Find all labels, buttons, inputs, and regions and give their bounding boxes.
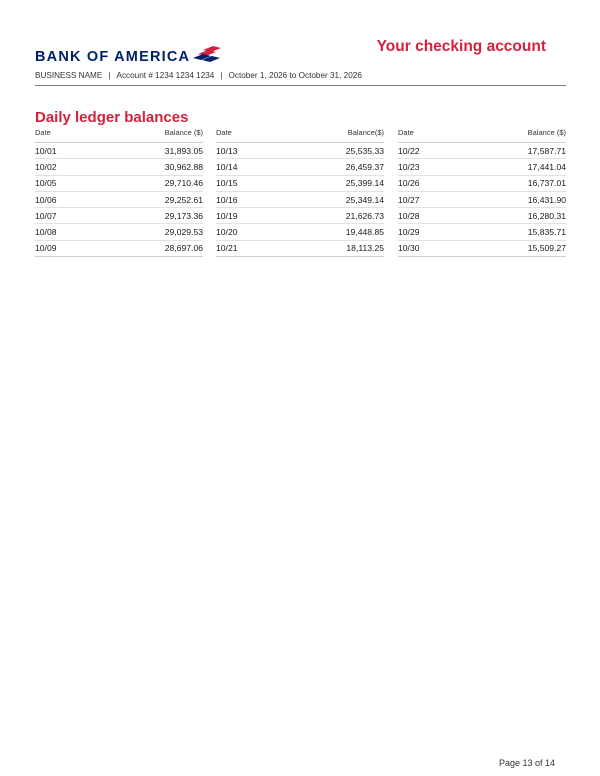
statement-period: October 1, 2026 to October 31, 2026 xyxy=(228,71,362,80)
table-row xyxy=(398,176,566,192)
balance-cell: 25,535.33 xyxy=(345,145,384,156)
date-cell: 10/06 xyxy=(35,194,57,205)
balance-table xyxy=(398,127,566,257)
table-row xyxy=(35,143,203,159)
document-title: Your checking account xyxy=(376,38,546,55)
balance-cell: 16,431.90 xyxy=(527,194,566,205)
table-row xyxy=(35,224,203,240)
table-row xyxy=(398,241,566,257)
balance-cell: 15,835.71 xyxy=(527,227,566,238)
table-row xyxy=(216,224,384,240)
date-cell: 10/26 xyxy=(398,178,420,189)
date-column-header: Date xyxy=(216,128,232,137)
balance-cell: 31,893.05 xyxy=(164,145,203,156)
date-cell: 10/05 xyxy=(35,178,57,189)
balance-cell: 29,252.61 xyxy=(164,194,203,205)
separator: | xyxy=(108,71,111,80)
balance-cell: 25,399.14 xyxy=(345,178,384,189)
table-row xyxy=(35,176,203,192)
account-number: Account # 1234 1234 1234 xyxy=(116,71,215,80)
balance-cell: 15,509.27 xyxy=(527,243,566,254)
date-cell: 10/09 xyxy=(35,243,57,254)
header-divider xyxy=(35,85,566,86)
date-cell: 10/02 xyxy=(35,161,57,172)
balance-cell: 26,459.37 xyxy=(345,161,384,172)
table-row xyxy=(35,192,203,208)
date-column-header: Date xyxy=(35,128,51,137)
date-cell: 10/20 xyxy=(216,227,238,238)
account-info xyxy=(35,71,362,80)
balance-column-header: Balance ($) xyxy=(527,128,566,137)
table-row xyxy=(398,208,566,224)
table-row xyxy=(398,224,566,240)
date-cell: 10/28 xyxy=(398,210,420,221)
balance-cell: 19,448.85 xyxy=(345,227,384,238)
date-cell: 10/01 xyxy=(35,145,57,156)
table-row xyxy=(216,143,384,159)
balance-cell: 17,587.71 xyxy=(527,145,566,156)
balance-cell: 29,029.53 xyxy=(164,227,203,238)
date-cell: 10/16 xyxy=(216,194,238,205)
date-cell: 10/30 xyxy=(398,243,420,254)
balance-cell: 16,280.31 xyxy=(527,210,566,221)
section-title: Daily ledger balances xyxy=(35,109,189,126)
bank-name: BANK OF AMERICA xyxy=(35,49,191,65)
table-header xyxy=(216,127,384,143)
date-cell: 10/15 xyxy=(216,178,238,189)
balance-cell: 16,737.01 xyxy=(527,178,566,189)
date-cell: 10/14 xyxy=(216,161,238,172)
date-cell: 10/23 xyxy=(398,161,420,172)
balance-column-header: Balance ($) xyxy=(164,128,203,137)
date-cell: 10/08 xyxy=(35,227,57,238)
table-row xyxy=(216,176,384,192)
date-column-header: Date xyxy=(398,128,414,137)
table-row xyxy=(35,208,203,224)
separator: | xyxy=(220,71,223,80)
balance-cell: 18,113.25 xyxy=(346,243,384,254)
table-header xyxy=(35,127,203,143)
balance-cell: 28,697.06 xyxy=(164,243,203,254)
table-row xyxy=(398,192,566,208)
balance-cell: 17,441.04 xyxy=(527,161,566,172)
table-row xyxy=(35,241,203,257)
date-cell: 10/29 xyxy=(398,227,420,238)
table-header xyxy=(398,127,566,143)
date-cell: 10/22 xyxy=(398,145,420,156)
balance-cell: 25,349.14 xyxy=(345,194,384,205)
table-row xyxy=(398,143,566,159)
table-row xyxy=(216,159,384,175)
table-row xyxy=(35,159,203,175)
page-number: Page 13 of 14 xyxy=(498,758,555,768)
balance-cell: 29,710.46 xyxy=(164,178,203,189)
date-cell: 10/21 xyxy=(216,243,238,254)
balance-cell: 29,173.36 xyxy=(164,210,203,221)
table-row xyxy=(398,159,566,175)
balance-cell: 21,626.73 xyxy=(345,210,384,221)
bank-logo xyxy=(35,49,223,65)
business-name: BUSINESS NAME xyxy=(35,71,103,80)
table-row xyxy=(216,192,384,208)
balance-table xyxy=(35,127,203,257)
balance-cell: 30,962.88 xyxy=(164,161,203,172)
date-cell: 10/27 xyxy=(398,194,420,205)
date-cell: 10/07 xyxy=(35,210,57,221)
table-row xyxy=(216,208,384,224)
table-row xyxy=(216,241,384,257)
date-cell: 10/13 xyxy=(216,145,238,156)
flag-icon xyxy=(193,46,223,62)
date-cell: 10/19 xyxy=(216,210,238,221)
balance-column-header: Balance($) xyxy=(347,128,384,137)
balance-table xyxy=(216,127,384,257)
